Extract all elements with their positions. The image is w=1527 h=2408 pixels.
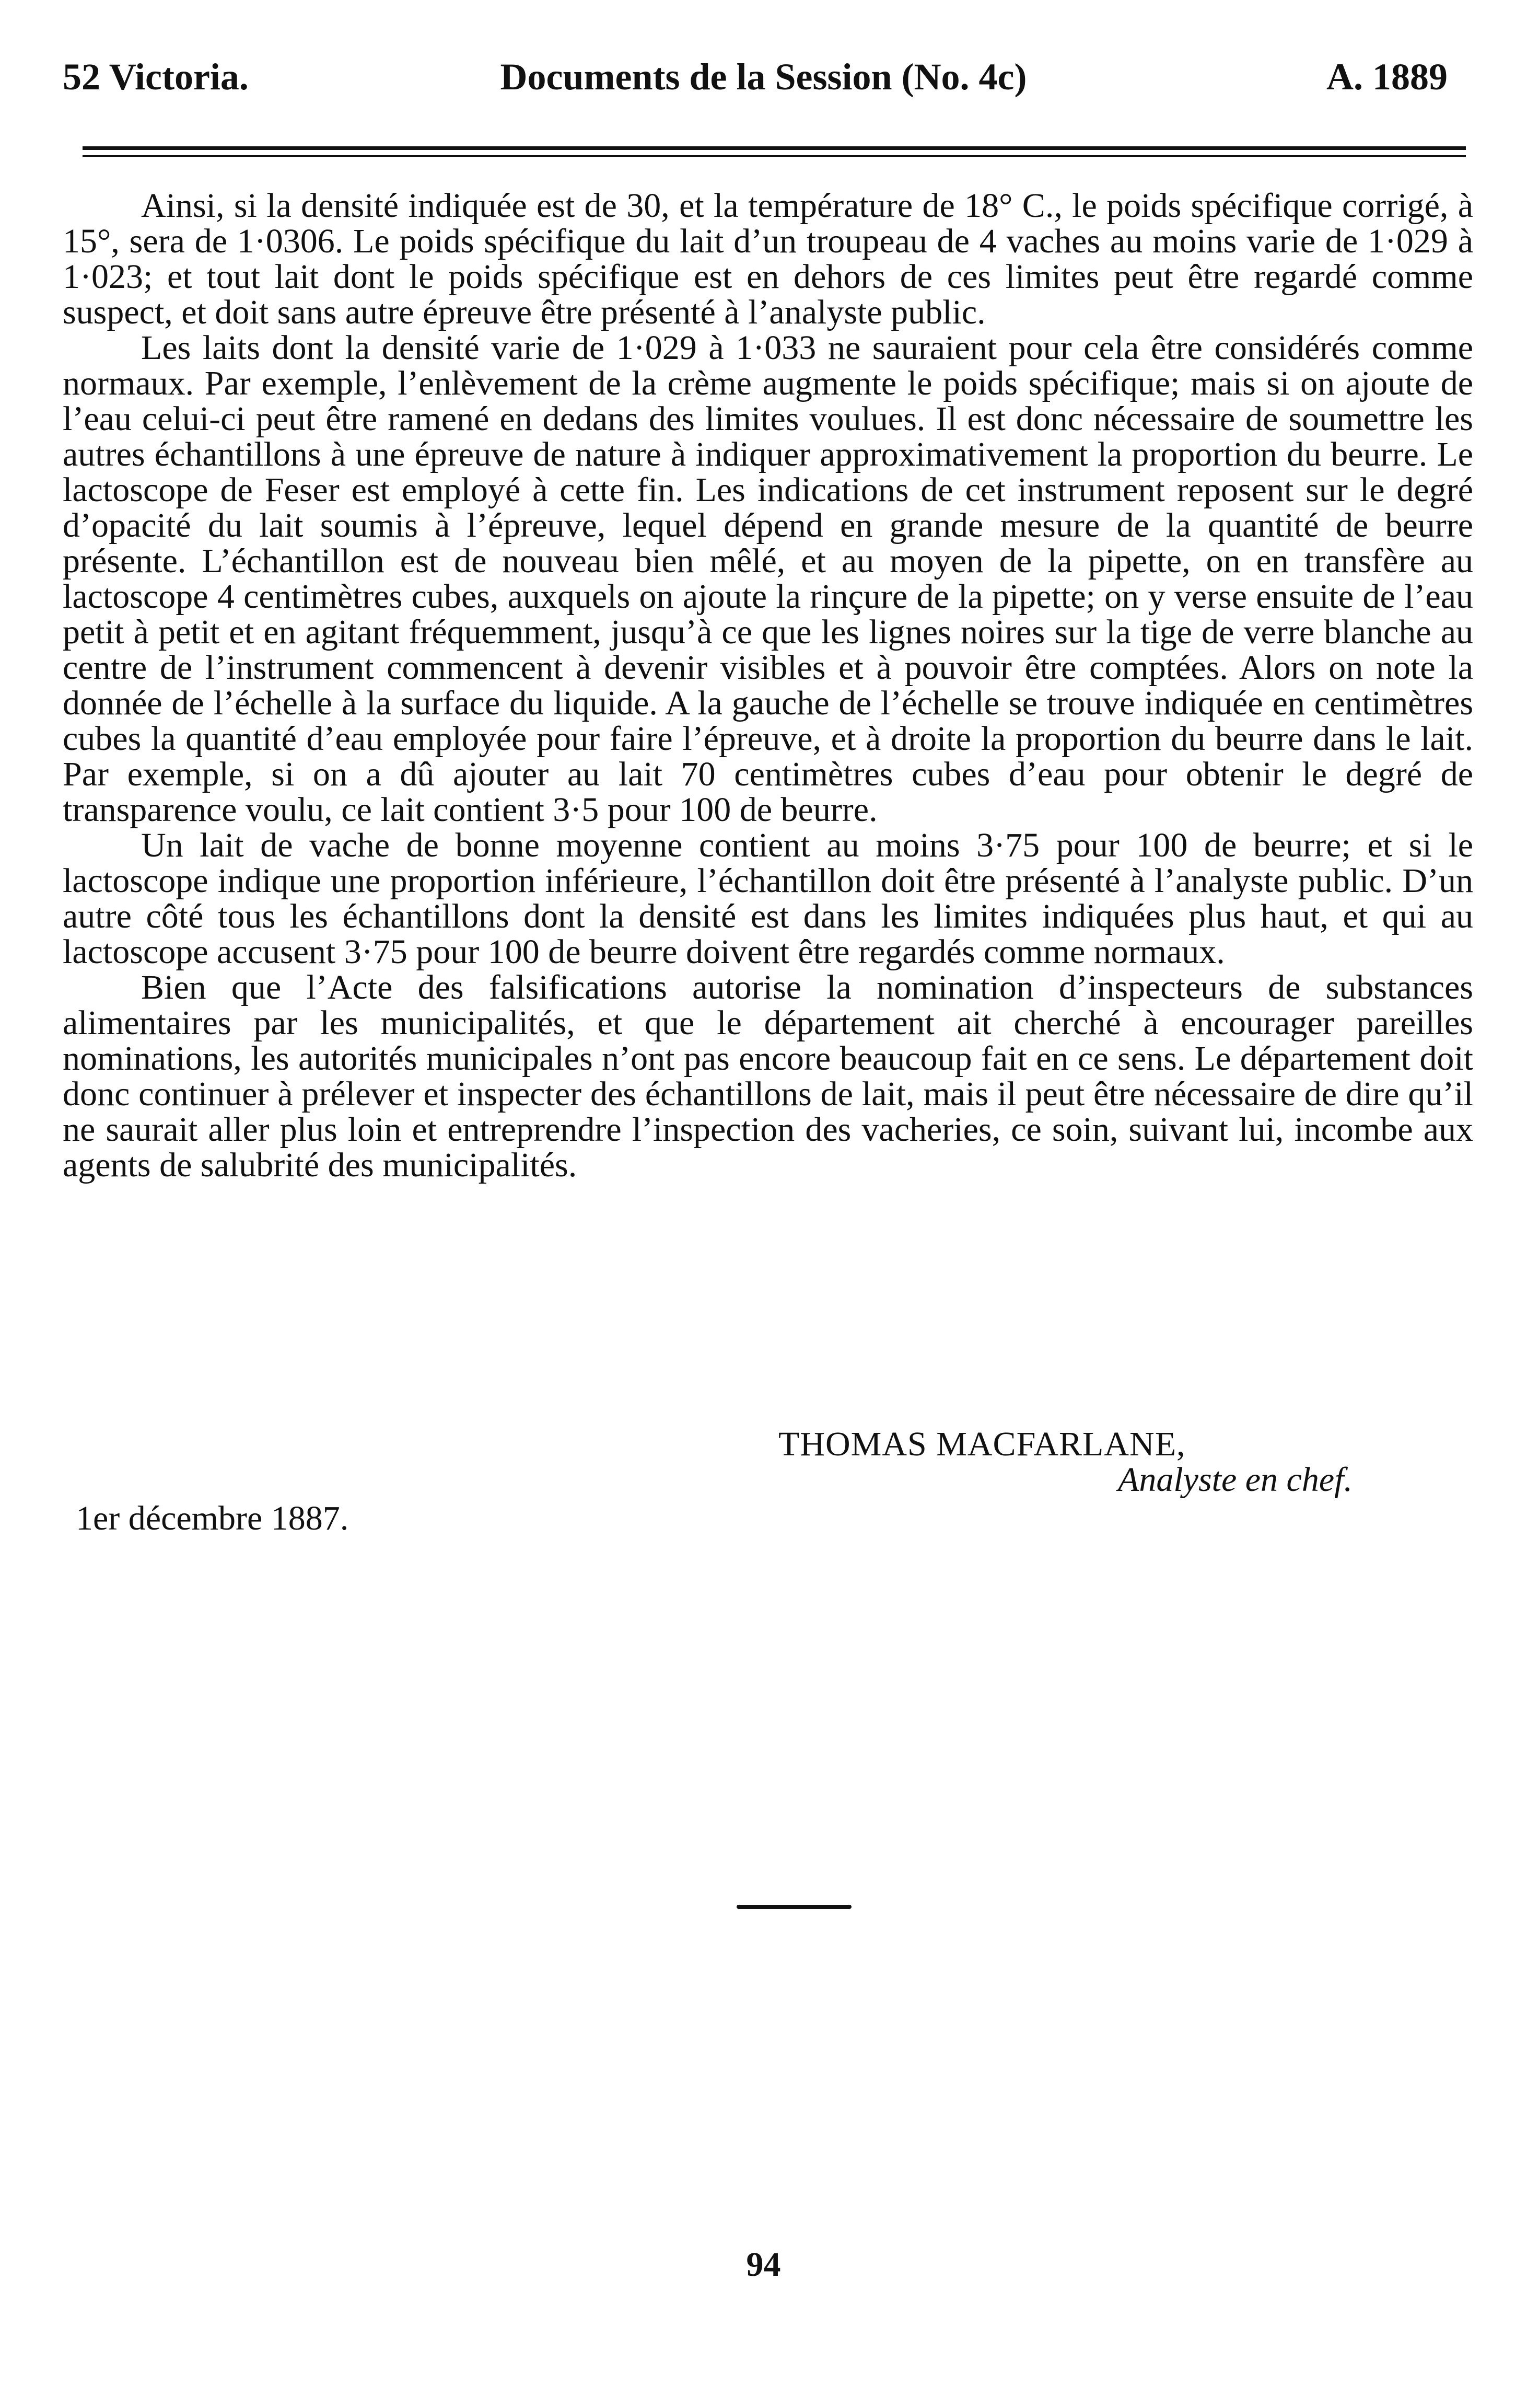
paragraph-density-correction: Ainsi, si la densité indiquée est de 30, et la température de 18° C., le poids spécifique corrigé, à 15°, sera de 1·0306. Le poids spécifique du lait d’un troupeau de 4 vaches au moins varie de 1·029 à 1·023; et tout lait dont le poids spécifique est en dehors de ces limites peut être regardé comme suspect, et doit sans autre épreuve être présenté à l’analyste public. [63, 187, 1473, 331]
header-double-rule-thin [83, 155, 1466, 157]
signature-name: THOMAS MACFARLANE, [778, 1425, 1186, 1463]
signature-title: Analyste en chef. [1118, 1461, 1353, 1499]
header-left-volume: 52 Victoria. [63, 56, 249, 98]
header-center-title: Documents de la Session (No. 4c) [500, 56, 1027, 98]
header-double-rule-thick [83, 146, 1466, 150]
paragraph-inspection-policy: Bien que l’Acte des falsifications autorise la nomination d’inspecteurs de substances alimentaires par les municipalités, et que le département ait cherché à encourager pareilles nominations, les autorités municipales n’ont pas encore beaucoup fait en ce sens. Le département doit donc continuer à prélever et inspecter des échantillons de lait, mais il peut être nécessaire de dire qu’il ne saurait aller plus loin et entreprendre l’inspection des vacheries, ce soin, suivant lui, incombe aux agents de salubrité des municipalités. [63, 968, 1473, 1184]
document-date: 1er décembre 1887. [76, 1499, 349, 1537]
section-divider [737, 1905, 852, 1909]
paragraph-lactoscope-method: Les laits dont la densité varie de 1·029 à 1·033 ne sauraient pour cela être considérés comme normaux. Par exemple, l’enlèvement de la crème augmente le poids spécifique; mais si on ajoute de l’eau celui-ci peut être ramené en dedans des limites voulues. Il est donc nécessaire de soumettre les autres échantillons à une épreuve de nature à indiquer approximativement la proportion du beurre. Le lactoscope de Feser est employé à cette fin. Les indications de cet instrument reposent sur le degré d’opacité du lait soumis à l’épreuve, lequel dépend en grande mesure de la quantité de beurre présente. L’échantillon est de nouveau bien mêlé, et au moyen de la pipette, on en transfère au lactoscope 4 centimètres cubes, auxquels on ajoute la rinçure de la pipette; on y verse ensuite de l’eau petit à petit et en agitant fréquemment, jusqu’à ce que les lignes noires sur la tige de verre blanche au centre de l’instrument commencent à devenir visibles et à pouvoir être comptées. Alors on note la donnée de l’échelle à la surface du liquide. A la gauche de l’échelle se trouve indiquée en centimètres cubes la quantité d’eau employée pour faire l’épreuve, et à droite la proportion du beurre dans le lait. Par exemple, si on a dû ajouter au lait 70 centimètres cubes d’eau pour obtenir le degré de transparence voulu, ce lait contient 3·5 pour 100 de beurre. [63, 329, 1473, 829]
paragraph-butter-standard: Un lait de vache de bonne moyenne contient au moins 3·75 pour 100 de beurre; et si le lactoscope indique une proportion inférieure, l’échantillon doit être présenté à l’analyste public. D’un autre côté tous les échantillons dont la densité est dans les limites indiquées plus haut, et qui au lactoscope accusent 3·75 pour 100 de beurre doivent être regardés comme normaux. [63, 826, 1473, 971]
running-header [0, 48, 1527, 106]
signature-block [778, 1427, 1452, 1498]
header-right-year: A. 1889 [1326, 56, 1448, 98]
document-body [63, 188, 1473, 1183]
page-number: 94 [746, 2245, 781, 2284]
